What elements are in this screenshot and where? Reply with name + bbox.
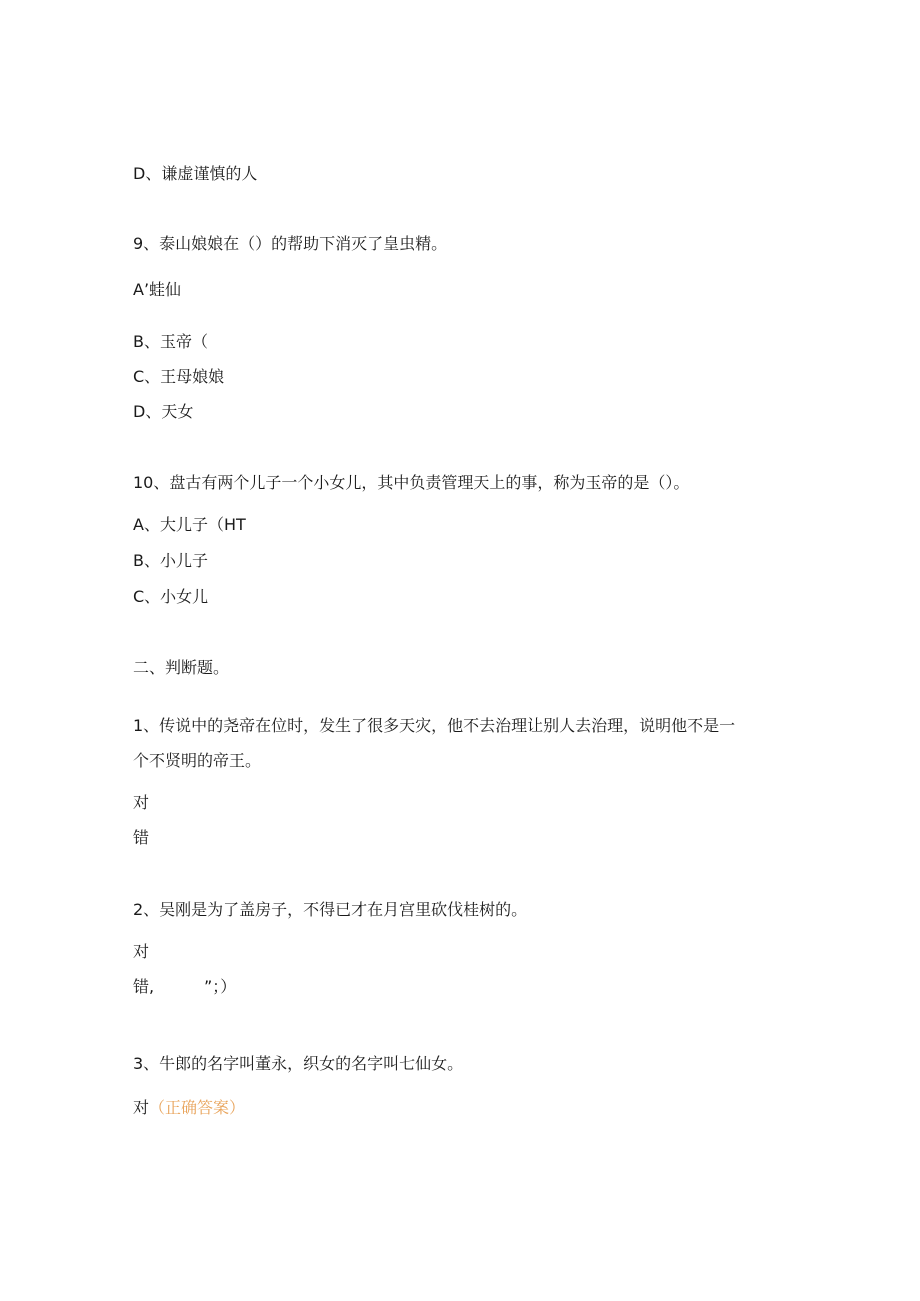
q10-option-b: B、小儿子 — [133, 551, 208, 570]
tf2-option-false: 错, — [133, 977, 155, 996]
tf3-answer-note: （正确答案） — [149, 1098, 246, 1117]
section-title-true-false: 二、判断题。 — [133, 658, 230, 677]
tf3-option-true-row — [133, 1098, 245, 1118]
tf3-question: 3、牛郎的名字叫董永，织女的名字叫七仙女。 — [133, 1054, 464, 1073]
tf2-stray-marks: ”；） — [204, 977, 237, 996]
tf1-option-false: 错 — [133, 828, 150, 847]
tf2-question: 2、吴刚是为了盖房子，不得已才在月宫里砍伐桂树的。 — [133, 900, 528, 919]
tf1-question-line1: 1、传说中的尧帝在位时，发生了很多天灾，他不去治理让别人去治理，说明他不是一 — [133, 716, 736, 735]
q9-option-a: A’蛙仙 — [133, 280, 182, 299]
q9-option-d: D、天女 — [133, 402, 194, 421]
tf2-option-true: 对 — [133, 942, 150, 961]
q10-option-c: C、小女儿 — [133, 587, 209, 606]
q10-question: 10、盘古有两个儿子一个小女儿，其中负责管理天上的事，称为玉帝的是（）。 — [133, 473, 690, 492]
q8-option-d: D、谦虚谨慎的人 — [133, 164, 258, 183]
tf1-question-line2: 个不贤明的帝王。 — [133, 751, 262, 770]
tf1-option-true: 对 — [133, 793, 150, 812]
q9-question: 9、泰山娘娘在（）的帮助下消灭了皇虫精。 — [133, 234, 448, 253]
q9-option-c: C、王母娘娘 — [133, 367, 225, 386]
tf3-option-true: 对 — [133, 1098, 150, 1117]
q10-option-a: A、大儿子（HT — [133, 515, 246, 534]
q9-option-b: B、玉帝（ — [133, 332, 208, 351]
